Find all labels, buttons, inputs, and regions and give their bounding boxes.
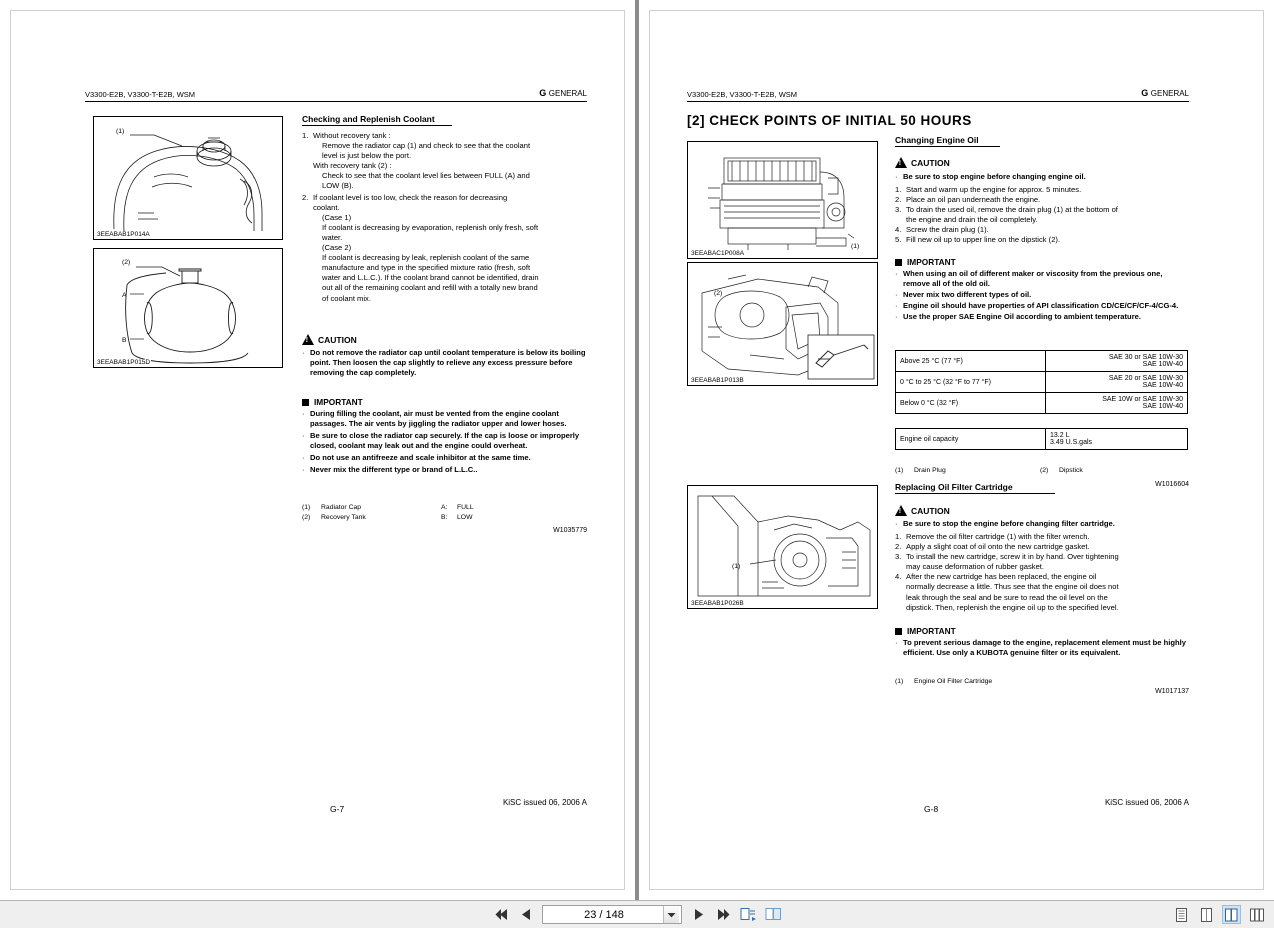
important-item: Never mix the different type or brand of L.L.C.. [310, 465, 478, 475]
temperature-cell: Above 25 °C (77 °F) [896, 351, 1046, 372]
step-line: Without recovery tank : [313, 131, 391, 140]
engine-oil-steps [895, 185, 1188, 246]
step-line: of coolant mix. [322, 293, 371, 303]
square-bullet-icon [895, 259, 902, 266]
step-line: may cause deformation of rubber gasket. [906, 562, 1045, 572]
caution-item: Be sure to stop the engine before changing filter cartridge. [903, 519, 1115, 528]
engine-oil-capacity-table [895, 428, 1188, 450]
header-divider [687, 101, 1189, 102]
figure-legend [895, 677, 1188, 687]
grade-line: SAE 10W-40 [1142, 361, 1183, 368]
capacity-label: Engine oil capacity [896, 429, 1046, 450]
svg-text:(2): (2) [714, 290, 723, 297]
sae-oil-grade-table [895, 350, 1188, 414]
step-line: If coolant is decreasing by leak, replenish coolant of the same [322, 253, 530, 263]
view-layout-group[interactable] [1172, 905, 1266, 924]
step-line: Remove the oil filter cartridge (1) with the filter wrench. [906, 532, 1090, 541]
figure-radiator-cap [93, 116, 283, 240]
step-line: (Case 2) [322, 243, 352, 253]
temperature-cell: 0 °C to 25 °C (32 °F to 77 °F) [896, 372, 1046, 393]
previous-page-button[interactable] [517, 906, 535, 924]
header-left-text: V3300-E2B, V3300-T-E2B, WSM [85, 90, 196, 99]
svg-text:A: A [122, 292, 127, 299]
step-number: 4. [895, 225, 902, 235]
step-line: water. [322, 232, 343, 242]
page-indicator-value[interactable]: 23 / 148 [584, 908, 624, 921]
caution-list: · Be sure to stop the engine before changing filter cartridge. [895, 519, 1188, 529]
legend-value: LOW [457, 513, 473, 521]
chevron-down-icon[interactable] [663, 906, 679, 923]
step-number: 1. [302, 131, 309, 140]
doc-code: W1035779 [553, 527, 587, 534]
legend-value: Recovery Tank [321, 513, 366, 521]
book-layout-button[interactable] [1247, 905, 1266, 924]
step-number: 3. [895, 552, 902, 562]
page-number-input[interactable] [542, 905, 682, 924]
caution-label: CAUTION [318, 334, 357, 345]
step-line: With recovery tank (2) : [313, 161, 392, 171]
step-number: 1. [895, 532, 902, 541]
legend-key: A: [441, 504, 448, 511]
important-list: · To prevent serious damage to the engine, replacement element must be highly efficient. Use only a KUBOTA genuine filter or its equivalent. [895, 638, 1187, 658]
page-content-right [639, 0, 1274, 900]
table-row [896, 372, 1188, 393]
step-line: normally decrease a little. Thus see that the engine oil does not [906, 582, 1119, 592]
step-number: 5. [895, 235, 902, 245]
capacity-line: 13.2 L [1050, 432, 1070, 439]
legend-value: Drain Plug [914, 467, 946, 474]
step-number: 3. [895, 205, 902, 215]
step-line: To drain the used oil, remove the drain plug (1) at the bottom of [906, 205, 1118, 215]
warning-triangle-icon [895, 505, 907, 516]
figure-engine-drain-plug [687, 141, 878, 259]
facing-layout-button[interactable] [1222, 905, 1241, 924]
svg-text:(1): (1) [851, 243, 860, 250]
grade-line: SAE 10W or SAE 10W-30 [1102, 396, 1183, 403]
svg-text:(2): (2) [122, 259, 131, 266]
step-number: 2. [895, 542, 902, 552]
step-line: Check to see that the coolant level lies between FULL (A) and [322, 171, 530, 181]
legend-key: (2) [1040, 467, 1049, 474]
page-content-left [0, 0, 635, 900]
grade-cell [1046, 351, 1188, 372]
table-row [896, 393, 1188, 414]
important-item: Use the proper SAE Engine Oil according to ambient temperature. [903, 312, 1141, 322]
figure-legend [302, 503, 590, 523]
figure-recovery-tank [93, 248, 283, 368]
caution-heading [895, 157, 950, 168]
footer-note: KiSC issued 06, 2006 A [502, 798, 587, 807]
step-line: LOW (B). [322, 181, 354, 191]
header-section-name: GENERAL [1150, 89, 1189, 98]
facing-page-view-icon[interactable] [764, 906, 782, 924]
document-page-left[interactable] [0, 0, 635, 900]
grade-cell [1046, 372, 1188, 393]
single-page-view-icon[interactable] [739, 906, 757, 924]
page-number: G-7 [330, 804, 345, 814]
important-item: Do not use an antifreeze and scale inhibitor at the same time. [310, 453, 531, 463]
svg-text:B: B [122, 337, 127, 344]
step-number: 2. [302, 192, 309, 202]
caution-heading [895, 505, 950, 516]
figure-caption: 3EEABAB1P026B [691, 600, 744, 607]
caution-heading [302, 334, 357, 345]
legend-key: (1) [895, 467, 904, 474]
step-line: If coolant level is too low, check the reason for decreasing [313, 192, 508, 202]
caution-item: Do not remove the radiator cap until coolant temperature is below its boiling point. Then loosen the cap slightly to relieve any excess pressure before removing the cap completely. [310, 348, 586, 378]
legend-value: Engine Oil Filter Cartridge [914, 678, 993, 685]
important-item: Never mix two different types of oil. [903, 290, 1032, 300]
legend-key: (2) [302, 513, 311, 521]
caution-item: Be sure to stop engine before changing engine oil. [903, 172, 1086, 181]
table-row [896, 351, 1188, 372]
viewer-toolbar[interactable] [0, 900, 1274, 928]
subsection-title-replacing-oil-filter: Replacing Oil Filter Cartridge [895, 482, 1055, 494]
subsection-title-changing-engine-oil: Changing Engine Oil [895, 135, 1000, 147]
important-item: Engine oil should have properties of API classification CD/CE/CF/CF-4/CG-4. [903, 301, 1179, 311]
grade-cell [1046, 393, 1188, 414]
capacity-line: 3.49 U.S.gals [1050, 439, 1093, 446]
step-line: the engine and drain the oil completely. [906, 215, 1038, 225]
legend-key: (1) [302, 504, 311, 511]
important-list: · During filling the coolant, air must be vented from the engine coolant passages. The air vents by jiggling the radiator upper and lower hoses. · Be sure to close the radiator cap securely. If the cap is loose or improperly closed, coolant may leak out and the engine could overheat. · Do not use an antifreeze and scale inhibitor at the same time. · Never mix the different type or brand of L.L.C.. [302, 409, 590, 476]
coolant-steps [302, 131, 590, 304]
important-item: Be sure to close the radiator cap securely. If the cap is loose or improperly closed, coolant may leak out and the engine could overheat. [310, 431, 580, 451]
first-page-button[interactable] [492, 906, 510, 924]
figure-caption: 3EEABAB1P014A [97, 231, 150, 238]
footer-note: KiSC issued 06, 2006 A [1104, 798, 1189, 807]
warning-triangle-icon [895, 157, 907, 168]
last-page-button[interactable] [714, 906, 732, 924]
important-label: IMPORTANT [314, 397, 363, 407]
step-line: Screw the drain plug (1). [906, 225, 989, 235]
step-number: 2. [895, 195, 902, 205]
legend-value: Radiator Cap [321, 504, 362, 511]
step-line: After the new cartridge has been replaced, the engine oil [906, 572, 1097, 582]
important-label: IMPORTANT [907, 626, 956, 636]
chapter-title: [2] CHECK POINTS OF INITIAL 50 HOURS [687, 113, 972, 128]
capacity-values [1046, 429, 1188, 450]
step-line: level is just below the port. [322, 151, 412, 161]
figure-caption: 3EEABAB1P015D [97, 359, 151, 366]
legend-key: (1) [895, 678, 904, 685]
important-item: When using an oil of different maker or viscosity from the previous one, remove all of the old oil. [903, 269, 1163, 289]
important-list: · When using an oil of different maker or viscosity from the previous one, remove all of the old oil. · Never mix two different types of oil. · Engine oil should have properties of API classification CD/CE/CF/CF-4/CG-4. · Use the proper SAE Engine Oil according to ambient temperature. [895, 269, 1188, 322]
figure-dipstick [687, 262, 878, 386]
svg-text:(1): (1) [116, 128, 125, 135]
step-line: To install the new cartridge, screw it in by hand. Over tightening [906, 552, 1119, 562]
important-label: IMPORTANT [907, 257, 956, 267]
grade-line: SAE 20 or SAE 10W-30 [1108, 375, 1183, 382]
svg-text:(1): (1) [732, 563, 741, 570]
square-bullet-icon [895, 628, 902, 635]
temperature-cell: Below 0 °C (32 °F) [896, 393, 1046, 414]
legend-value: FULL [457, 504, 474, 511]
step-line: (Case 1) [322, 212, 352, 222]
header-section-letter: G [1141, 88, 1149, 98]
step-line: Fill new oil up to upper line on the dipstick (2). [906, 235, 1061, 245]
step-line: water and L.L.C.). If the coolant brand cannot be identified, drain [322, 273, 539, 283]
step-number: 4. [895, 572, 902, 582]
doc-code: W1016604 [1155, 481, 1189, 488]
important-heading [895, 626, 956, 636]
important-item: During filling the coolant, air must be vented from the engine coolant passages. The air vents by jiggling the radiator upper and lower hoses. [310, 409, 567, 429]
continuous-layout-button[interactable] [1172, 905, 1191, 924]
step-line: Start and warm up the engine for approx. 5 minutes. [906, 185, 1082, 194]
filter-cartridge-steps [895, 532, 1188, 613]
doc-code: W1017137 [1155, 688, 1189, 695]
warning-triangle-icon [302, 334, 314, 345]
header-section-name: GENERAL [548, 89, 587, 98]
caution-list: · Do not remove the radiator cap until coolant temperature is below its boiling point. Then loosen the cap slightly to relieve any excess pressure before removing the cap completely. [302, 348, 590, 378]
legend-value: Dipstick [1059, 467, 1083, 474]
figure-caption: 3EEABAC1P008A [691, 250, 745, 257]
header-section-letter: G [539, 88, 547, 98]
step-line: out all of the remaining coolant and refill with a totally new brand [322, 283, 538, 293]
square-bullet-icon [302, 399, 309, 406]
header-divider [85, 101, 587, 102]
step-line: If coolant is decreasing by evaporation, replenish only fresh, soft [322, 222, 539, 232]
important-heading [895, 257, 956, 267]
step-line: Remove the radiator cap (1) and check to see that the coolant [322, 141, 531, 151]
step-line: leak through the seal and be sure to read the oil level on the [906, 592, 1108, 602]
step-line: Place an oil pan underneath the engine. [906, 195, 1041, 205]
step-line: manufacture and type in the specified mixture ratio (fresh, soft [322, 263, 531, 273]
section-title: Checking and Replenish Coolant [302, 114, 452, 126]
step-line: Apply a slight coat of oil onto the new cartridge gasket. [906, 542, 1090, 552]
important-item: To prevent serious damage to the engine, replacement element must be highly efficient. Use only a KUBOTA genuine filter or its equivalent. [903, 638, 1187, 658]
caution-label: CAUTION [911, 157, 950, 168]
next-page-button[interactable] [689, 906, 707, 924]
step-line: dipstick. Then, replenish the engine oil up to the specified level. [906, 602, 1119, 612]
important-heading [302, 397, 363, 407]
figure-caption: 3EEABAB1P013B [691, 377, 744, 384]
single-layout-button[interactable] [1197, 905, 1216, 924]
grade-line: SAE 10W-40 [1142, 403, 1183, 410]
step-number: 1. [895, 185, 902, 194]
document-page-right[interactable] [639, 0, 1274, 900]
figure-oil-filter-cartridge [687, 485, 878, 609]
page-number: G-8 [924, 804, 939, 814]
header-left-text: V3300-E2B, V3300-T-E2B, WSM [687, 90, 798, 99]
grade-line: SAE 10W-40 [1142, 382, 1183, 389]
table-row [896, 429, 1188, 450]
figure-legend [895, 466, 1188, 476]
caution-label: CAUTION [911, 505, 950, 516]
grade-line: SAE 30 or SAE 10W-30 [1108, 354, 1183, 361]
legend-key: B: [441, 513, 448, 521]
step-line: coolant. [313, 202, 340, 212]
caution-list: · Be sure to stop engine before changing engine oil. [895, 172, 1188, 182]
